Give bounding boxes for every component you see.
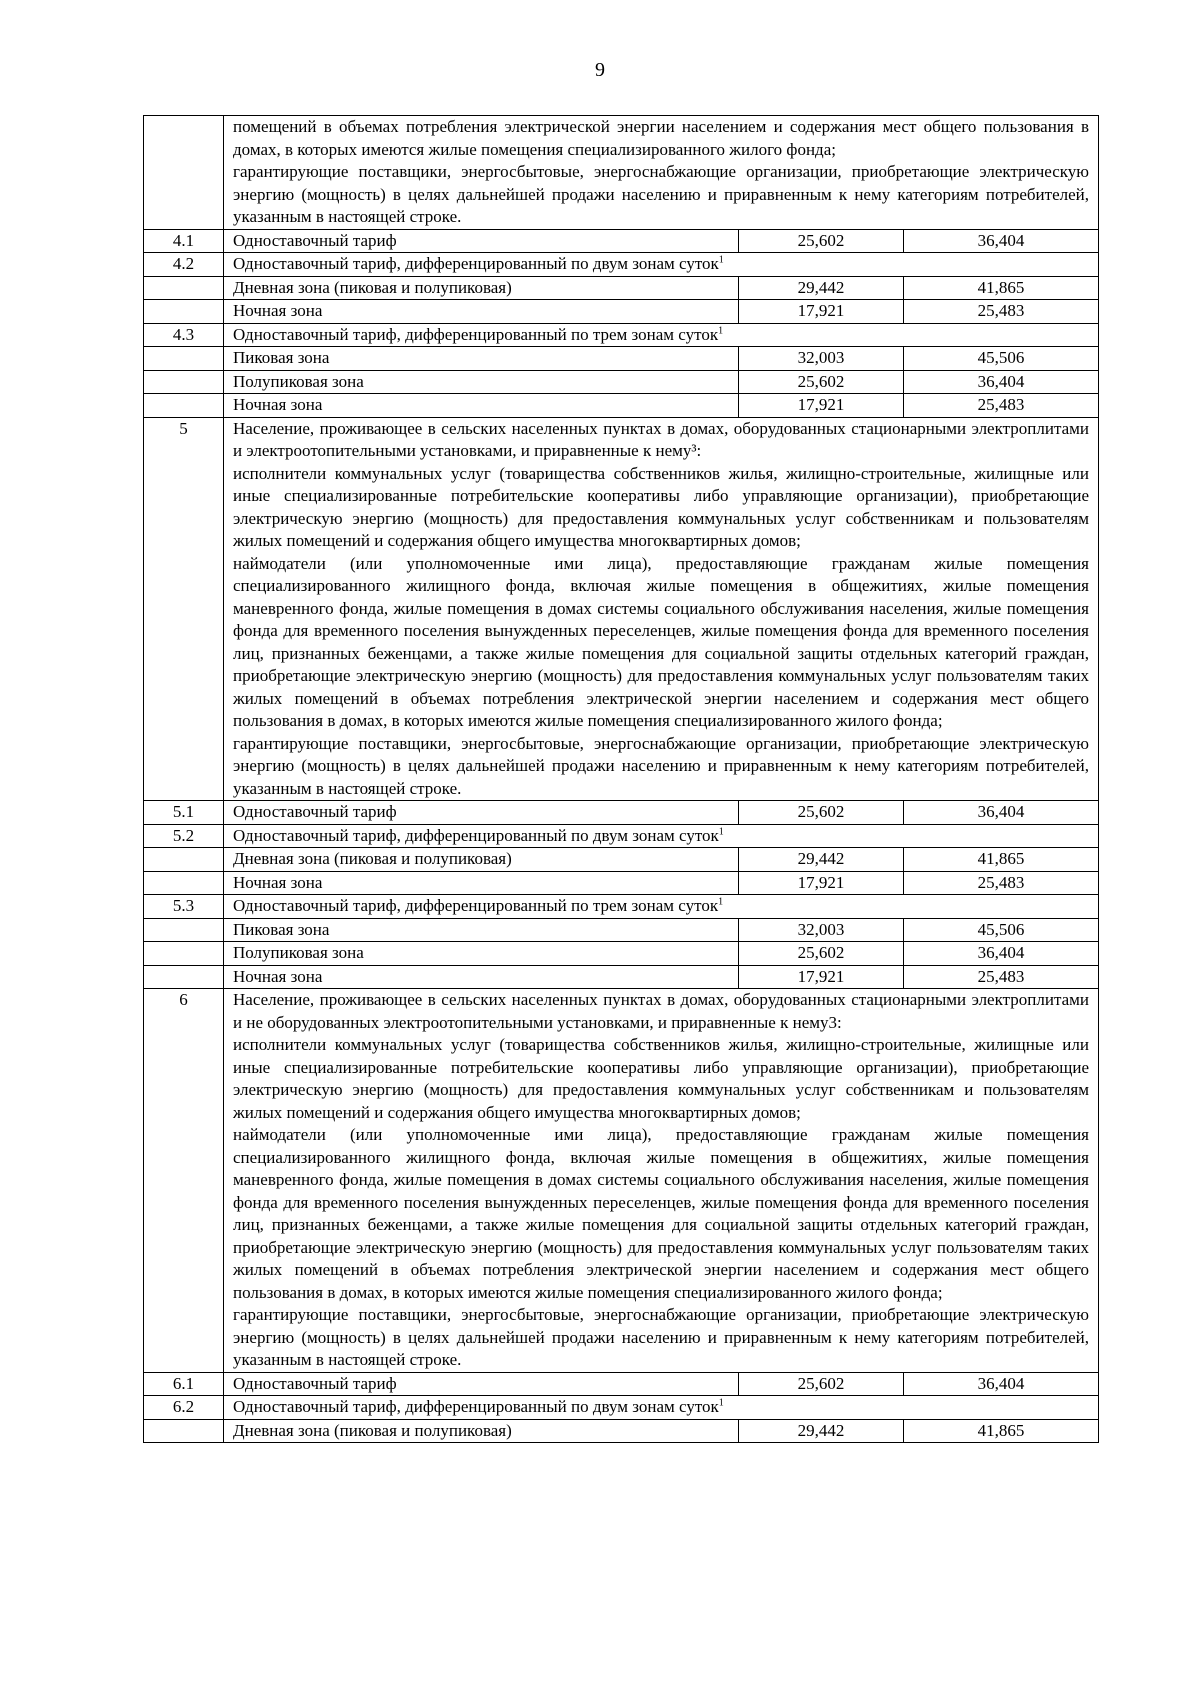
tariff-value-first-half: 17,921 bbox=[739, 300, 904, 324]
tariff-group-text: Одноставочный тариф, дифференцированный по двум зонам суток bbox=[233, 825, 719, 845]
tariff-value-first-half: 29,442 bbox=[739, 276, 904, 300]
row-number: 6.1 bbox=[144, 1372, 224, 1396]
category-description bbox=[224, 116, 1099, 230]
table-row bbox=[144, 942, 1099, 966]
tariff-value-second-half: 36,404 bbox=[904, 801, 1099, 825]
tariff-value-second-half: 36,404 bbox=[904, 1372, 1099, 1396]
description-paragraph: исполнители коммунальных услуг (товарищества собственников жилья, жилищно-строительные, жилищные или иные специализированные потребительские кооперативы либо управляющие организации), приобретающие электрическую энергию (мощность) для предоставления коммунальных услуг собственникам и пользователям жилых помещений и содержания общего имущества многоквартирных домов; bbox=[233, 1035, 1089, 1122]
row-number: 6 bbox=[144, 989, 224, 1373]
tariff-group-text: Одноставочный тариф, дифференцированный по трем зонам суток bbox=[233, 324, 719, 344]
row-number: 5.2 bbox=[144, 824, 224, 848]
tariff-value-second-half: 25,483 bbox=[904, 965, 1099, 989]
category-description bbox=[224, 989, 1099, 1373]
tariff-label: Одноставочный тариф bbox=[224, 229, 739, 253]
tariff-value-second-half: 45,506 bbox=[904, 347, 1099, 371]
footnote-marker: 1 bbox=[718, 825, 724, 837]
description-paragraph: помещений в объемах потребления электрической энергии населением и содержания мест общего пользования в домах, в которых имеются жилые помещения специализированного жилого фонда; bbox=[233, 117, 1089, 159]
row-number bbox=[144, 918, 224, 942]
tariff-label: Пиковая зона bbox=[224, 347, 739, 371]
tariff-value-first-half: 32,003 bbox=[739, 347, 904, 371]
tariff-label: Дневная зона (пиковая и полупиковая) bbox=[224, 1419, 739, 1443]
tariff-value-first-half: 25,602 bbox=[739, 229, 904, 253]
tariff-value-second-half: 41,865 bbox=[904, 1419, 1099, 1443]
row-number bbox=[144, 942, 224, 966]
page-number: 9 bbox=[595, 59, 605, 81]
row-number: 5.1 bbox=[144, 801, 224, 825]
tariff-value-first-half: 25,602 bbox=[739, 370, 904, 394]
tariff-value-second-half: 25,483 bbox=[904, 871, 1099, 895]
footnote-marker: 1 bbox=[718, 1397, 724, 1409]
table-row bbox=[144, 848, 1099, 872]
tariff-value-second-half: 45,506 bbox=[904, 918, 1099, 942]
tariff-value-first-half: 17,921 bbox=[739, 394, 904, 418]
tariff-group-label bbox=[224, 824, 1099, 848]
row-number: 5 bbox=[144, 417, 224, 801]
description-paragraph: исполнители коммунальных услуг (товарищества собственников жилья, жилищно-строительные, жилищные или иные специализированные потребительские кооперативы либо управляющие организации), приобретающие электрическую энергию (мощность) для предоставления коммунальных услуг собственникам и пользователям жилых помещений и содержания общего имущества многоквартирных домов; bbox=[233, 463, 1089, 550]
tariff-value-second-half: 36,404 bbox=[904, 370, 1099, 394]
table-row bbox=[144, 965, 1099, 989]
table-row bbox=[144, 276, 1099, 300]
tariff-value-first-half: 17,921 bbox=[739, 871, 904, 895]
tariff-label: Ночная зона bbox=[224, 300, 739, 324]
table-row bbox=[144, 1396, 1099, 1420]
tariff-group-text: Одноставочный тариф, дифференцированный по двум зонам суток bbox=[233, 1397, 719, 1416]
tariff-label: Одноставочный тариф bbox=[224, 801, 739, 825]
tariff-value-first-half: 25,602 bbox=[739, 1372, 904, 1396]
table-row bbox=[144, 801, 1099, 825]
description-paragraph: гарантирующие поставщики, энергосбытовые, энергоснабжающие организации, приобретающие электрическую энергию (мощность) в целях дальнейшей продажи населению и приравненным к нему категориям потребителей, указанным в настоящей строке. bbox=[233, 1305, 1089, 1369]
row-number: 6.2 bbox=[144, 1396, 224, 1420]
table-row bbox=[144, 824, 1099, 848]
footnote-marker: 1 bbox=[718, 254, 724, 266]
description-paragraph: гарантирующие поставщики, энергосбытовые, энергоснабжающие организации, приобретающие электрическую энергию (мощность) в целях дальнейшей продажи населению и приравненным к нему категориям потребителей, указанным в настоящей строке. bbox=[233, 733, 1089, 798]
tariff-value-first-half: 29,442 bbox=[739, 848, 904, 872]
tariff-value-first-half: 32,003 bbox=[739, 918, 904, 942]
tariff-value-second-half: 25,483 bbox=[904, 394, 1099, 418]
row-number bbox=[144, 370, 224, 394]
row-number: 5.3 bbox=[144, 895, 224, 919]
tariff-group-label bbox=[224, 253, 1099, 277]
tariff-label: Ночная зона bbox=[224, 394, 739, 418]
row-number bbox=[144, 300, 224, 324]
tariff-table bbox=[143, 115, 1099, 1443]
table-row bbox=[144, 370, 1099, 394]
row-number bbox=[144, 276, 224, 300]
description-paragraph: наймодатели (или уполномоченные ими лица), предоставляющие гражданам жилые помещения специализированного жилищного фонда, включая жилые помещения в общежитиях, жилые помещения маневренного фонда, жилые помещения в домах системы социального обслуживания населения, жилые помещения фонда для временного поселения вынужденных переселенцев, жилые помещения фонда для временного поселения лиц, признанных беженцами, а также жилые помещения для социальной защиты отдельных категорий граждан, приобретающие электрическую энергию (мощность) для предоставления коммунальных услуг пользователям таких жилых помещений в объемах потребления электрической энергии населением и содержания мест общего пользования в домах, в которых имеются жилые помещения специализированного жилого фонда; bbox=[233, 1125, 1089, 1302]
tariff-label: Дневная зона (пиковая и полупиковая) bbox=[224, 276, 739, 300]
tariff-group-text: Одноставочный тариф, дифференцированный по двум зонам суток bbox=[233, 254, 719, 273]
category-description bbox=[224, 417, 1099, 801]
table-row bbox=[144, 417, 1099, 801]
tariff-label: Полупиковая зона bbox=[224, 370, 739, 394]
tariff-value-second-half: 36,404 bbox=[904, 942, 1099, 966]
row-number: 4.1 bbox=[144, 229, 224, 253]
table-row bbox=[144, 871, 1099, 895]
row-number bbox=[144, 394, 224, 418]
table-row bbox=[144, 229, 1099, 253]
tariff-value-second-half: 41,865 bbox=[904, 276, 1099, 300]
row-number bbox=[144, 848, 224, 872]
row-number bbox=[144, 116, 224, 230]
table-row bbox=[144, 394, 1099, 418]
tariff-label: Ночная зона bbox=[224, 871, 739, 895]
table-row bbox=[144, 1419, 1099, 1443]
footnote-marker: 1 bbox=[718, 324, 724, 336]
tariff-label: Ночная зона bbox=[224, 965, 739, 989]
tariff-group-label bbox=[224, 323, 1099, 347]
tariff-label: Пиковая зона bbox=[224, 918, 739, 942]
table-row bbox=[144, 300, 1099, 324]
description-paragraph: Население, проживающее в сельских населенных пунктах в домах, оборудованных стационарными электроплитами и электроотопительными установками, и приравненные к нему³: bbox=[233, 418, 1089, 460]
table-row bbox=[144, 895, 1099, 919]
tariff-value-first-half: 29,442 bbox=[739, 1419, 904, 1443]
table-row bbox=[144, 253, 1099, 277]
tariff-table-body bbox=[144, 116, 1099, 1443]
tariff-group-label bbox=[224, 895, 1099, 919]
table-row bbox=[144, 347, 1099, 371]
table-row bbox=[144, 323, 1099, 347]
table-row bbox=[144, 918, 1099, 942]
description-paragraph: наймодатели (или уполномоченные ими лица), предоставляющие гражданам жилые помещения специализированного жилищного фонда, включая жилые помещения в общежитиях, жилые помещения маневренного фонда, жилые помещения в домах системы социального обслуживания населения, жилые помещения фонда для временного поселения вынужденных переселенцев, жилые помещения фонда для временного поселения лиц, признанных беженцами, а также жилые помещения для социальной защиты отдельных категорий граждан, приобретающие электрическую энергию (мощность) для предоставления коммунальных услуг пользователям таких жилых помещений в объемах потребления электрической энергии населением и содержания мест общего пользования в домах, в которых имеются жилые помещения специализированного жилого фонда; bbox=[233, 553, 1089, 730]
tariff-value-first-half: 25,602 bbox=[739, 801, 904, 825]
footnote-marker: 1 bbox=[718, 896, 724, 908]
table-row bbox=[144, 989, 1099, 1373]
row-number bbox=[144, 1419, 224, 1443]
row-number bbox=[144, 965, 224, 989]
tariff-value-second-half: 41,865 bbox=[904, 848, 1099, 872]
row-number bbox=[144, 871, 224, 895]
table-row bbox=[144, 1372, 1099, 1396]
row-number: 4.3 bbox=[144, 323, 224, 347]
tariff-group-label bbox=[224, 1396, 1099, 1420]
tariff-value-second-half: 36,404 bbox=[904, 229, 1099, 253]
row-number: 4.2 bbox=[144, 253, 224, 277]
tariff-value-second-half: 25,483 bbox=[904, 300, 1099, 324]
description-paragraph: Население, проживающее в сельских населенных пунктах в домах, оборудованных стационарными электроплитами и не оборудованных электроотопительными установками, и приравненные к нему3: bbox=[233, 990, 1089, 1032]
table-row bbox=[144, 116, 1099, 230]
tariff-value-first-half: 25,602 bbox=[739, 942, 904, 966]
tariff-group-text: Одноставочный тариф, дифференцированный по трем зонам суток bbox=[233, 896, 719, 915]
tariff-value-first-half: 17,921 bbox=[739, 965, 904, 989]
row-number bbox=[144, 347, 224, 371]
tariff-label: Дневная зона (пиковая и полупиковая) bbox=[224, 848, 739, 872]
description-paragraph: гарантирующие поставщики, энергосбытовые, энергоснабжающие организации, приобретающие электрическую энергию (мощность) в целях дальнейшей продажи населению и приравненным к нему категориям потребителей, указанным в настоящей строке. bbox=[233, 162, 1089, 226]
tariff-label: Одноставочный тариф bbox=[224, 1372, 739, 1396]
tariff-label: Полупиковая зона bbox=[224, 942, 739, 966]
